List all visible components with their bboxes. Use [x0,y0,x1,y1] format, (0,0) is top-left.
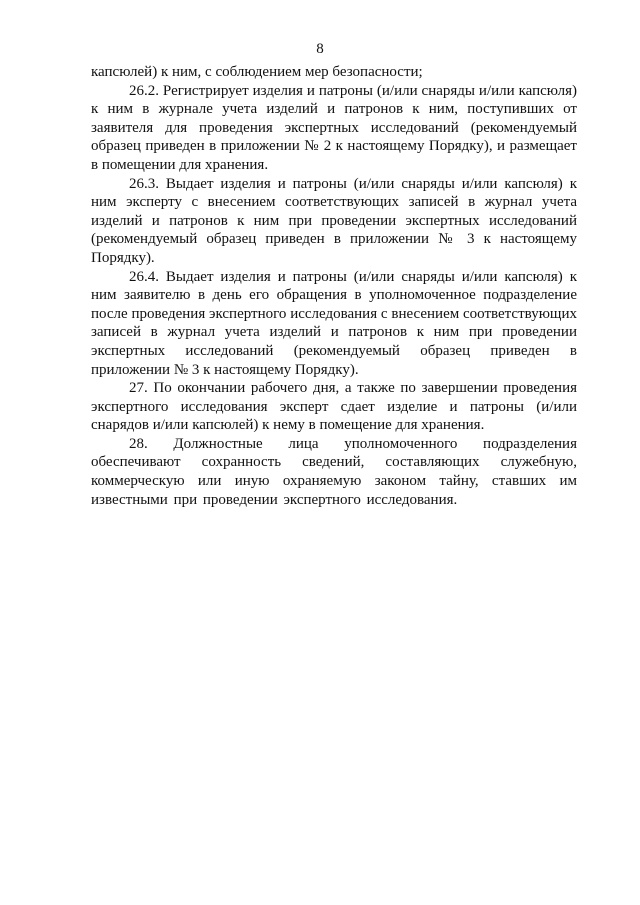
paragraph-continuation: капсюлей) к ним, с соблюдением мер безопасности; [91,64,423,80]
paragraph-26-3: 26.3. Выдает изделия и патроны (и/или снаряды и/или капсюля) к ним эксперту с внесением соответствующих записей в журнал учета изделий и патронов к ним при проведении экспертных исследований (рекомендуемый образец приведен в приложении № 3 к настоящему Порядку). [91,175,577,266]
paragraph-27: 27. По окончании рабочего дня, а также по завершении проведения экспертного исследования эксперт сдает изделие и патроны (и/или снарядов и/или капсюлей) к нему в помещение для хранения. [91,380,577,434]
page-number: 8 [316,41,324,57]
paragraph-26-2: 26.2. Регистрирует изделия и патроны (и/или снаряды и/или капсюля) к ним в журнале учета изделий и патронов к ним, поступивших от заявителя для проведения экспертных исследований (рекомендуемый образец приведен в приложении № 2 к настоящему Порядку), и размещает в помещении для хранения. [91,82,577,173]
paragraph-26-4: 26.4. Выдает изделия и патроны (и/или снаряды и/или капсюля) к ним заявителю в день его обращения в уполномоченное подразделение после проведения экспертного исследования с внесением соответствующих записей в журнал учета изделий и патронов к ним при проведении экспертных исследований (рекомендуемый образец приведен в приложении № 3 к настоящему Порядку). [91,268,577,378]
document-body [91,63,577,509]
paragraph-28: 28. Должностные лица уполномоченного подразделения обеспечивают сохранность сведений, составляющих служебную, коммерческую или иную охраняемую законом тайну, ставших им известными при проведении экспертного исследования. [91,435,577,508]
